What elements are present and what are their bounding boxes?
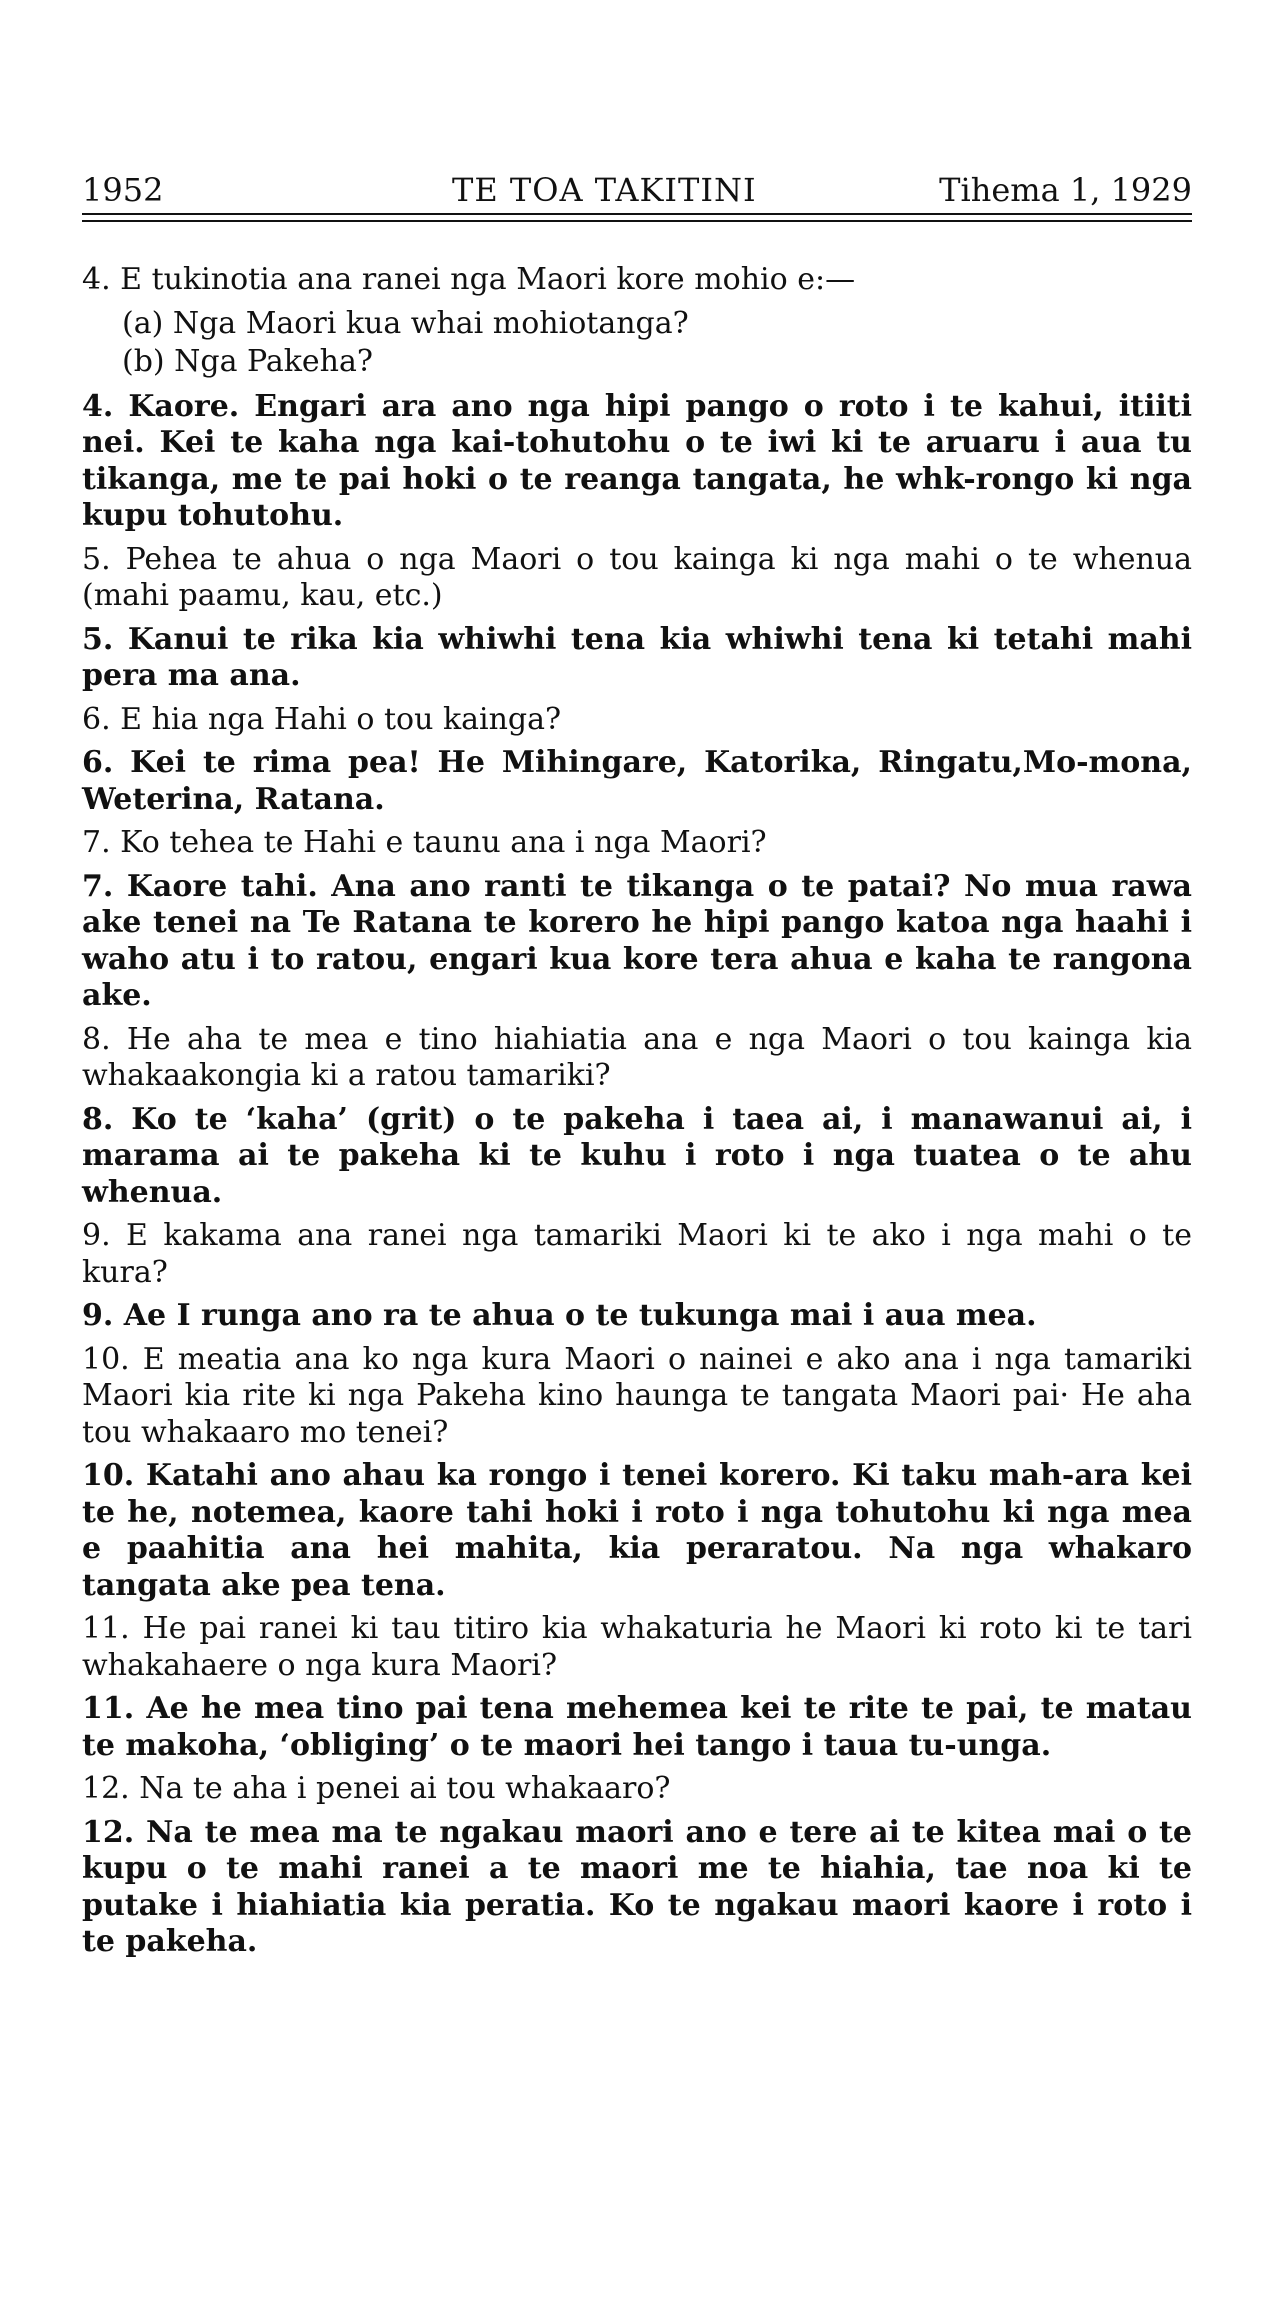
question-paragraph: 4. E tukinotia ana ranei nga Maori kore mohio e:— [82,262,856,297]
question-subitem: (b) Nga Pakeha? [122,344,373,379]
question-paragraph: 6. E hia nga Hahi o tou kainga? [82,701,562,737]
question-paragraph: 8. He aha te mea e tino hiahiatia ana e nga Maori o tou kainga kia whakaakongia ki a ratou tamariki? [82,1021,1192,1093]
question-paragraph: 10. E meatia ana ko nga kura Maori o nainei e ako ana i nga tamariki Maori kia rite ki nga Pakeha kino haunga te tangata Maori pai· He aha tou whakaaro mo tenei? [82,1341,1192,1450]
page-header [82,165,1192,215]
publication-title: TE TOA TAKITINI [452,171,757,209]
page-number: 1952 [82,171,164,209]
question-subitem: (a) Nga Maori kua whai mohiotanga? [122,305,689,341]
answer-paragraph: 10. Katahi ano ahau ka rongo i tenei korero. Ki taku mah-ara kei te he, notemea, kaore tahi hoki i roto i nga tohutohu ki nga mea e paahitia ana hei mahita, kia peraratou. Na nga whakaro tangata ake pea tena. [82,1458,1192,1603]
answer-paragraph: 7. Kaore tahi. Ana ano ranti te tikanga o te patai? No mua rawa ake tenei na Te Ratana te korero he hipi pango katoa nga haahi i waho atu i to ratou, engari kua kore tera ahua e kaha te rangona ake. [82,868,1192,1013]
question-paragraph: 11. He pai ranei ki tau titiro kia whakaturia he Maori ki roto ki te tari whakahaere o nga kura Maori? [82,1611,1192,1683]
question-paragraph: 5. Pehea te ahua o nga Maori o tou kainga ki nga mahi o te whenua (mahi paamu, kau, etc.) [82,541,1192,613]
answer-paragraph: 11. Ae he mea tino pai tena mehemea kei te rite te pai, te matau te makoha, ‘obliging’ o te maori hei tango i taua tu-unga. [82,1691,1192,1763]
answer-paragraph: 4. Kaore. Engari ara ano nga hipi pango o roto i te kahui, itiiti nei. Kei te kaha nga kai-tohutohu o te iwi ki te aruaru i aua tu tikanga, me te pai hoki o te reanga tangata, he whk-rongo ki nga kupu tohutohu. [82,388,1192,533]
answer-paragraph: 6. Kei te rima pea! He Mihingare, Katorika, Ringatu,Mo-mona, Weterina, Ratana. [82,745,1192,817]
question-paragraph: 7. Ko tehea te Hahi e taunu ana i nga Maori? [82,825,767,860]
answer-paragraph: 8. Ko te ‘kaha’ (grit) o te pakeha i taea ai, i manawanui ai, i marama ai te pakeha ki te kuhu i roto i nga tuatea o te ahu whenua. [82,1101,1192,1210]
answer-paragraph: 5. Kanui te rika kia whiwhi tena kia whiwhi tena ki tetahi mahi pera ma ana. [82,621,1192,693]
question-paragraph: 9. E kakama ana ranei nga tamariki Maori ki te ako i nga mahi o te kura? [82,1218,1192,1290]
header-rule-top [82,213,1192,215]
issue-date: Tihema 1, 1929 [939,171,1192,209]
answer-paragraph: 12. Na te mea ma te ngakau maori ano e tere ai te kitea mai o te kupu o te mahi ranei a te maori me te hiahia, tae noa ki te putake i hiahiatia kia peratia. Ko te ngakau maori kaore i roto i te pakeha. [82,1814,1192,1959]
question-paragraph: 12. Na te aha i penei ai tou whakaaro? [82,1771,671,1806]
header-rule-bottom [82,220,1192,222]
article-body [82,262,1192,1968]
answer-paragraph: 9. Ae I runga ano ra te ahua o te tukunga mai i aua mea. [82,1298,1037,1333]
